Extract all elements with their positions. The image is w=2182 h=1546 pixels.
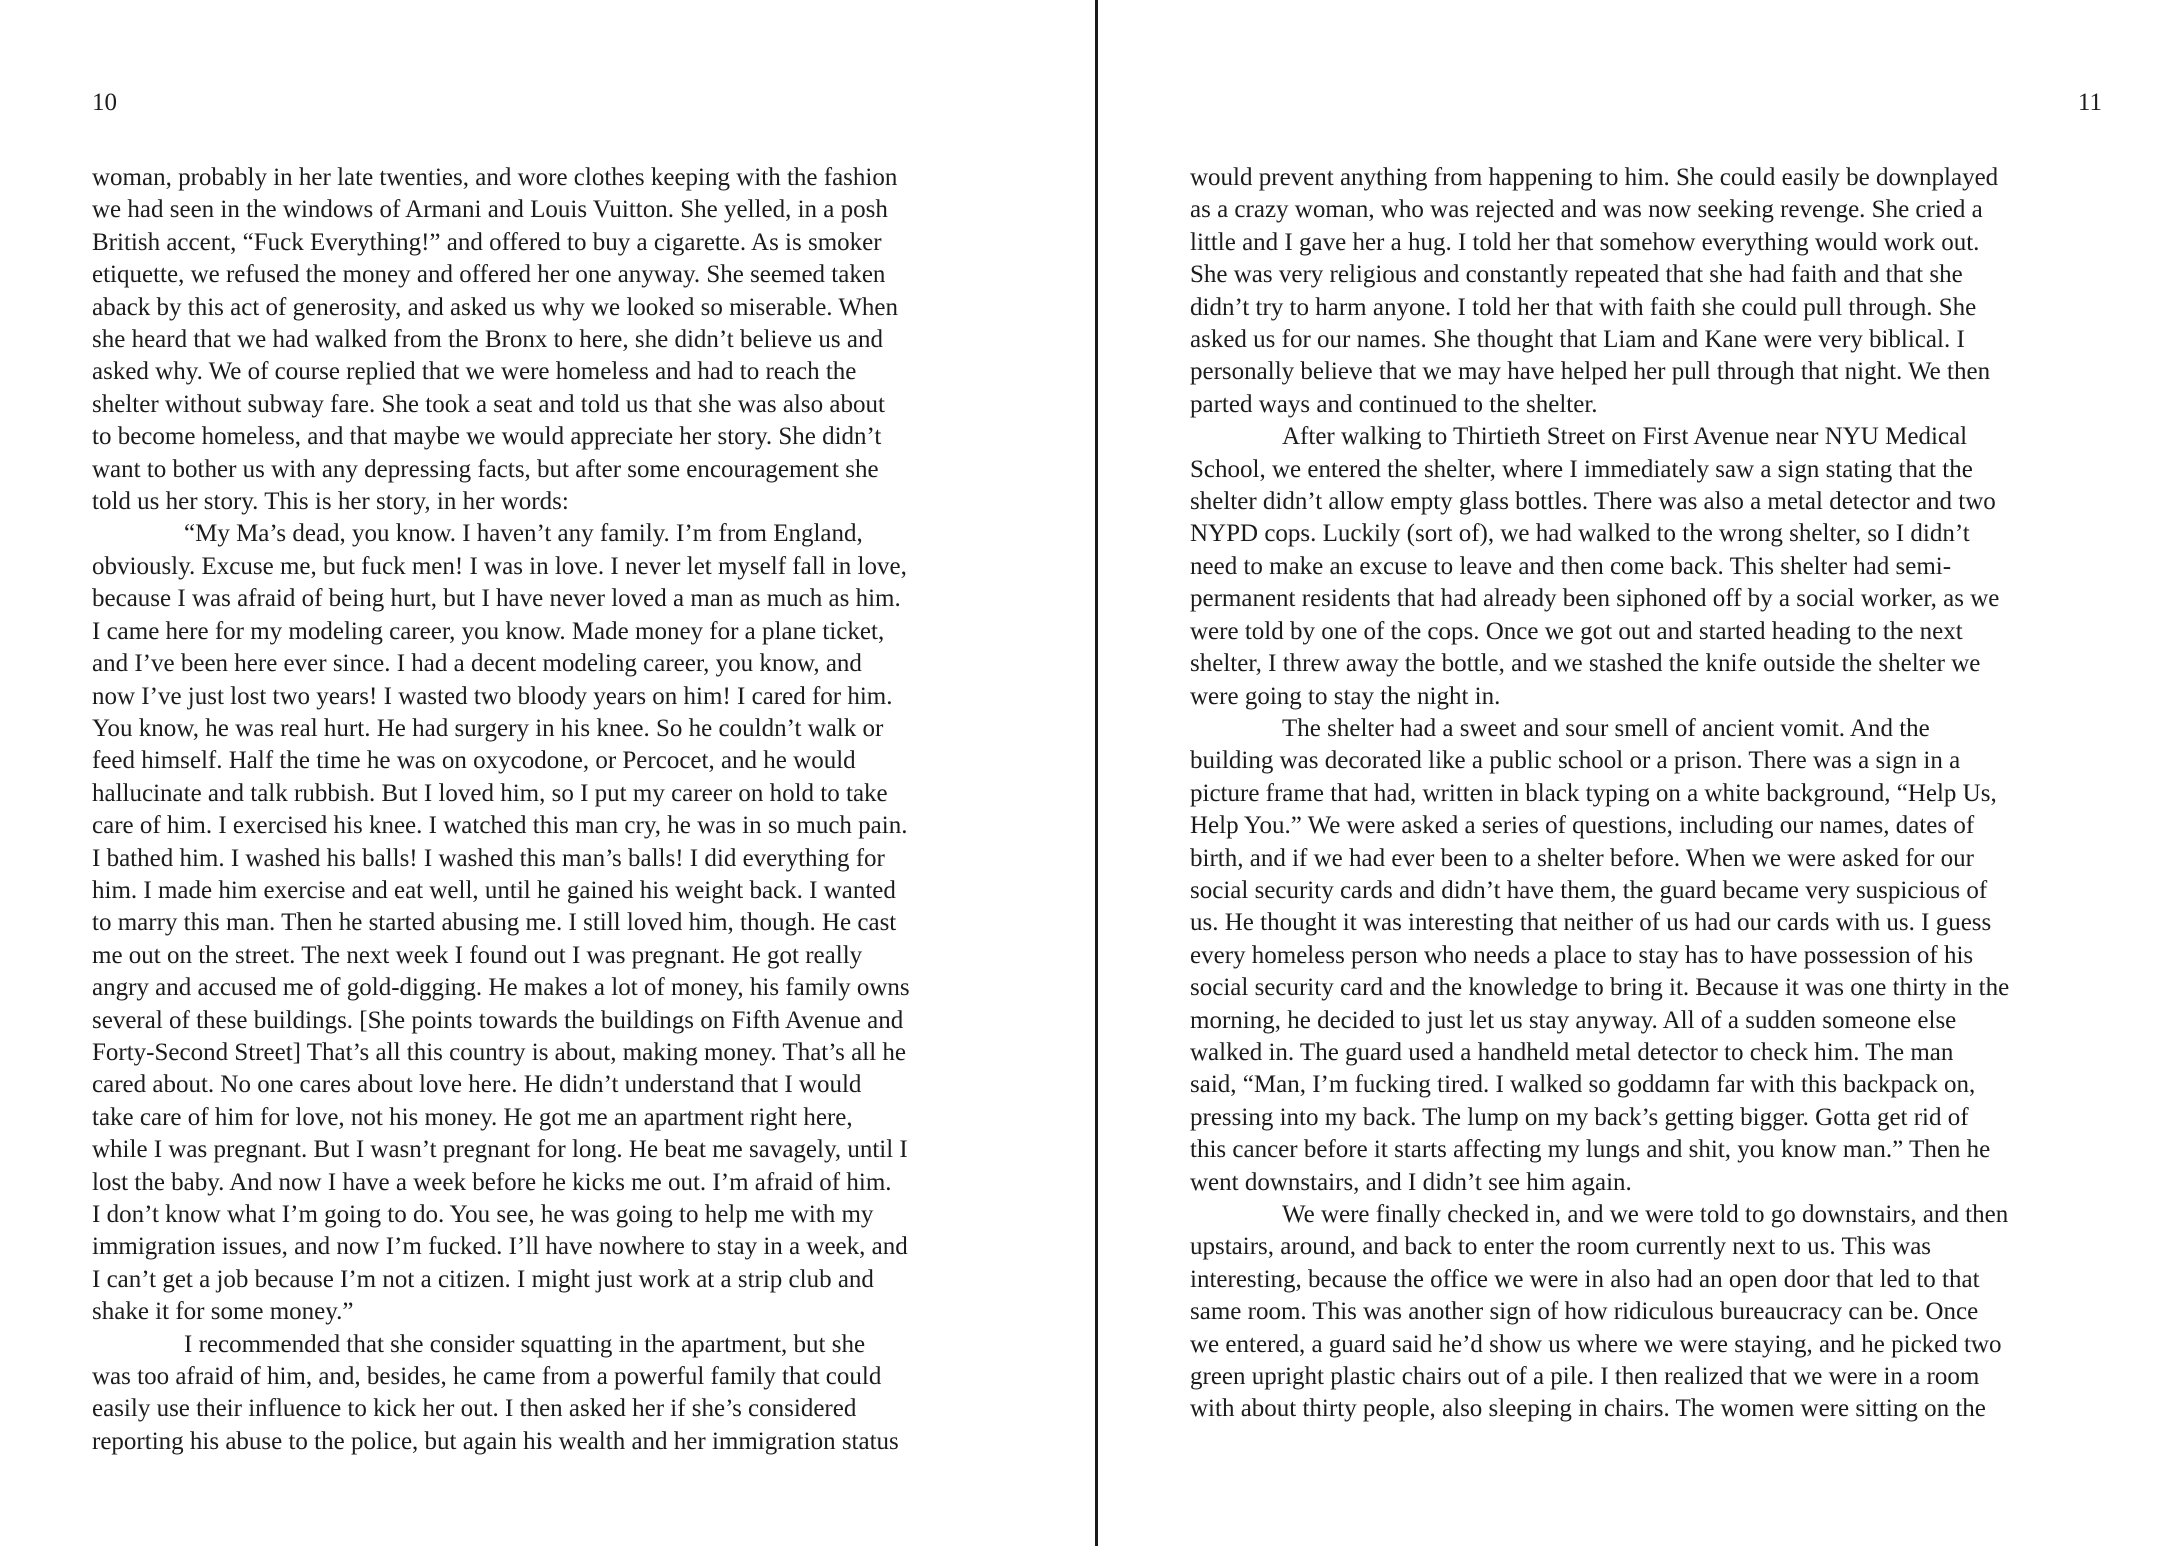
text-line: were going to stay the night in. [1190, 682, 1501, 710]
text-line: little and I gave her a hug. I told her that somehow everything would work out. [1190, 228, 1980, 256]
text-line: she heard that we had walked from the Bronx to here, she didn’t believe us and [92, 326, 883, 354]
text-line: pressing into my back. The lump on my back’s getting bigger. Gotta get rid of [1190, 1103, 1969, 1131]
text-line: I came here for my modeling career, you know. Made money for a plane ticket, [92, 617, 885, 645]
text-line: You know, he was real hurt. He had surgery in his knee. So he couldn’t walk or [92, 714, 884, 742]
right-page-number: 11 [2077, 89, 2102, 116]
text-line: I bathed him. I washed his balls! I washed this man’s balls! I did everything for [92, 844, 885, 872]
text-line: shelter, I threw away the bottle, and we stashed the knife outside the shelter we [1190, 650, 1981, 678]
text-line: social security cards and didn’t have them, the guard became very suspicious of [1190, 876, 1988, 904]
text-line: shelter without subway fare. She took a seat and told us that she was also about [92, 390, 885, 418]
text-line: social security card and the knowledge to bring it. Because it was one thirty in the [1190, 974, 2010, 1002]
text-line: I recommended that she consider squatting in the apartment, but she [184, 1330, 866, 1358]
text-line: green upright plastic chairs out of a pile. I then realized that we were in a room [1190, 1363, 1980, 1391]
text-line: now I’ve just lost two years! I wasted two bloody years on him! I cared for him. [92, 682, 893, 710]
text-line: immigration issues, and now I’m fucked. I’ll have nowhere to stay in a week, and [92, 1233, 908, 1261]
text-line: hallucinate and talk rubbish. But I loved him, so I put my career on hold to take [92, 779, 888, 807]
text-line: The shelter had a sweet and sour smell of ancient vomit. And the [1282, 714, 1930, 742]
text-line: shake it for some money.” [92, 1298, 354, 1326]
text-line: interesting, because the office we were in also had an open door that led to that [1190, 1265, 1980, 1293]
text-line: feed himself. Half the time he was on oxycodone, or Percocet, and he would [92, 747, 856, 775]
text-line: us. He thought it was interesting that neither of us had our cards with us. I guess [1190, 909, 1992, 937]
text-line: obviously. Excuse me, but fuck men! I was in love. I never let myself fall in love, [92, 552, 907, 580]
right-page [1098, 0, 2182, 1546]
text-line: him. I made him exercise and eat well, until he gained his weight back. I wanted [92, 876, 896, 904]
text-line: picture frame that had, written in black typing on a white background, “Help Us, [1190, 779, 1997, 807]
left-page-text [92, 162, 1017, 1458]
text-line: were told by one of the cops. Once we got out and started heading to the next [1190, 617, 1963, 645]
text-line: easily use their influence to kick her out. I then asked her if she’s considered [92, 1395, 857, 1423]
text-line: while I was pregnant. But I wasn’t pregnant for long. He beat me savagely, until I [92, 1136, 908, 1164]
text-line: would prevent anything from happening to him. She could easily be downplayed [1190, 164, 1999, 191]
text-line: lost the baby. And now I have a week before he kicks me out. I’m afraid of him. [92, 1168, 892, 1196]
text-line: British accent, “Fuck Everything!” and offered to buy a cigarette. As is smoker [92, 228, 882, 256]
text-line: asked why. We of course replied that we were homeless and had to reach the [92, 358, 857, 386]
text-line: Help You.” We were asked a series of questions, including our names, dates of [1190, 812, 1975, 840]
text-line: didn’t try to harm anyone. I told her that with faith she could pull through. She [1190, 293, 1977, 321]
text-line: personally believe that we may have helped her pull through that night. We then [1190, 358, 1991, 386]
text-line: with about thirty people, also sleeping in chairs. The women were sitting on the [1190, 1395, 1986, 1423]
text-line: I can’t get a job because I’m not a citizen. I might just work at a strip club and [92, 1265, 874, 1293]
left-page-number: 10 [92, 89, 117, 116]
text-line: we had seen in the windows of Armani and Louis Vuitton. She yelled, in a posh [92, 196, 888, 224]
text-line: After walking to Thirtieth Street on First Avenue near NYU Medical [1282, 423, 1968, 451]
text-line: went downstairs, and I didn’t see him again. [1190, 1168, 1632, 1196]
text-line: cared about. No one cares about love here. He didn’t understand that I would [92, 1071, 862, 1099]
text-line: We were finally checked in, and we were told to go downstairs, and then [1282, 1201, 2009, 1228]
text-line: this cancer before it starts affecting my lungs and shit, you know man.” Then he [1190, 1136, 1991, 1164]
text-line: woman, probably in her late twenties, and wore clothes keeping with the fashion [92, 164, 898, 191]
text-line: I don’t know what I’m going to do. You see, he was going to help me with my [92, 1201, 874, 1228]
text-line: birth, and if we had ever been to a shelter before. When we were asked for our [1190, 844, 1974, 872]
text-line: said, “Man, I’m fucking tired. I walked so goddamn far with this backpack on, [1190, 1071, 1976, 1099]
text-line: to marry this man. Then he started abusing me. I still loved him, though. He cast [92, 909, 897, 937]
text-line: take care of him for love, not his money. He got me an apartment right here, [92, 1103, 853, 1131]
text-line: because I was afraid of being hurt, but I have never loved a man as much as him. [92, 585, 901, 613]
text-line: asked us for our names. She thought that Liam and Kane were very biblical. I [1190, 326, 1965, 354]
text-line: building was decorated like a public school or a prison. There was a sign in a [1190, 747, 1961, 775]
text-line: angry and accused me of gold-digging. He makes a lot of money, his family owns [92, 974, 910, 1002]
text-line: was too afraid of him, and, besides, he came from a powerful family that could [92, 1363, 882, 1391]
text-line: need to make an excuse to leave and then come back. This shelter had semi- [1190, 552, 1952, 580]
text-line: to become homeless, and that maybe we would appreciate her story. She didn’t [92, 423, 882, 451]
text-line: we entered, a guard said he’d show us where we were staying, and he picked two [1190, 1330, 2002, 1358]
text-line: me out on the street. The next week I found out I was pregnant. He got really [92, 941, 863, 969]
text-line: shelter didn’t allow empty glass bottles. There was also a metal detector and two [1190, 488, 1996, 516]
text-line: “My Ma’s dead, you know. I haven’t any family. I’m from England, [184, 520, 863, 548]
text-line: She was very religious and constantly repeated that she had faith and that she [1190, 261, 1963, 289]
text-line: told us her story. This is her story, in her words: [92, 488, 569, 516]
text-line: aback by this act of generosity, and asked us why we looked so miserable. When [92, 293, 899, 321]
text-line: permanent residents that had already been siphoned off by a social worker, as we [1190, 585, 2000, 613]
text-line: upstairs, around, and back to enter the room currently next to us. This was [1190, 1233, 1932, 1261]
text-line: as a crazy woman, who was rejected and was now seeking revenge. She cried a [1190, 196, 1983, 224]
right-page-text [1190, 162, 2095, 1426]
text-line: parted ways and continued to the shelter. [1190, 390, 1598, 418]
text-line: School, we entered the shelter, where I immediately saw a sign stating that the [1190, 455, 1973, 483]
text-line: Forty-Second Street] That’s all this country is about, making money. That’s all he [92, 1038, 906, 1066]
text-line: care of him. I exercised his knee. I watched this man cry, he was in so much pain. [92, 812, 908, 840]
text-line: want to bother us with any depressing facts, but after some encouragement she [92, 455, 879, 483]
text-line: and I’ve been here ever since. I had a decent modeling career, you know, and [92, 650, 862, 678]
text-line: reporting his abuse to the police, but again his wealth and her immigration status [92, 1427, 899, 1455]
text-line: same room. This was another sign of how ridiculous bureaucracy can be. Once [1190, 1298, 1979, 1326]
text-line: morning, he decided to just let us stay anyway. All of a sudden someone else [1190, 1006, 1957, 1034]
text-line: etiquette, we refused the money and offered her one anyway. She seemed taken [92, 261, 886, 289]
text-line: NYPD cops. Luckily (sort of), we had walked to the wrong shelter, so I didn’t [1190, 520, 1970, 548]
text-line: every homeless person who needs a place to stay has to have possession of his [1190, 941, 1974, 969]
text-line: walked in. The guard used a handheld metal detector to check him. The man [1190, 1038, 1954, 1066]
text-line: several of these buildings. [She points towards the buildings on Fifth Avenue and [92, 1006, 904, 1034]
